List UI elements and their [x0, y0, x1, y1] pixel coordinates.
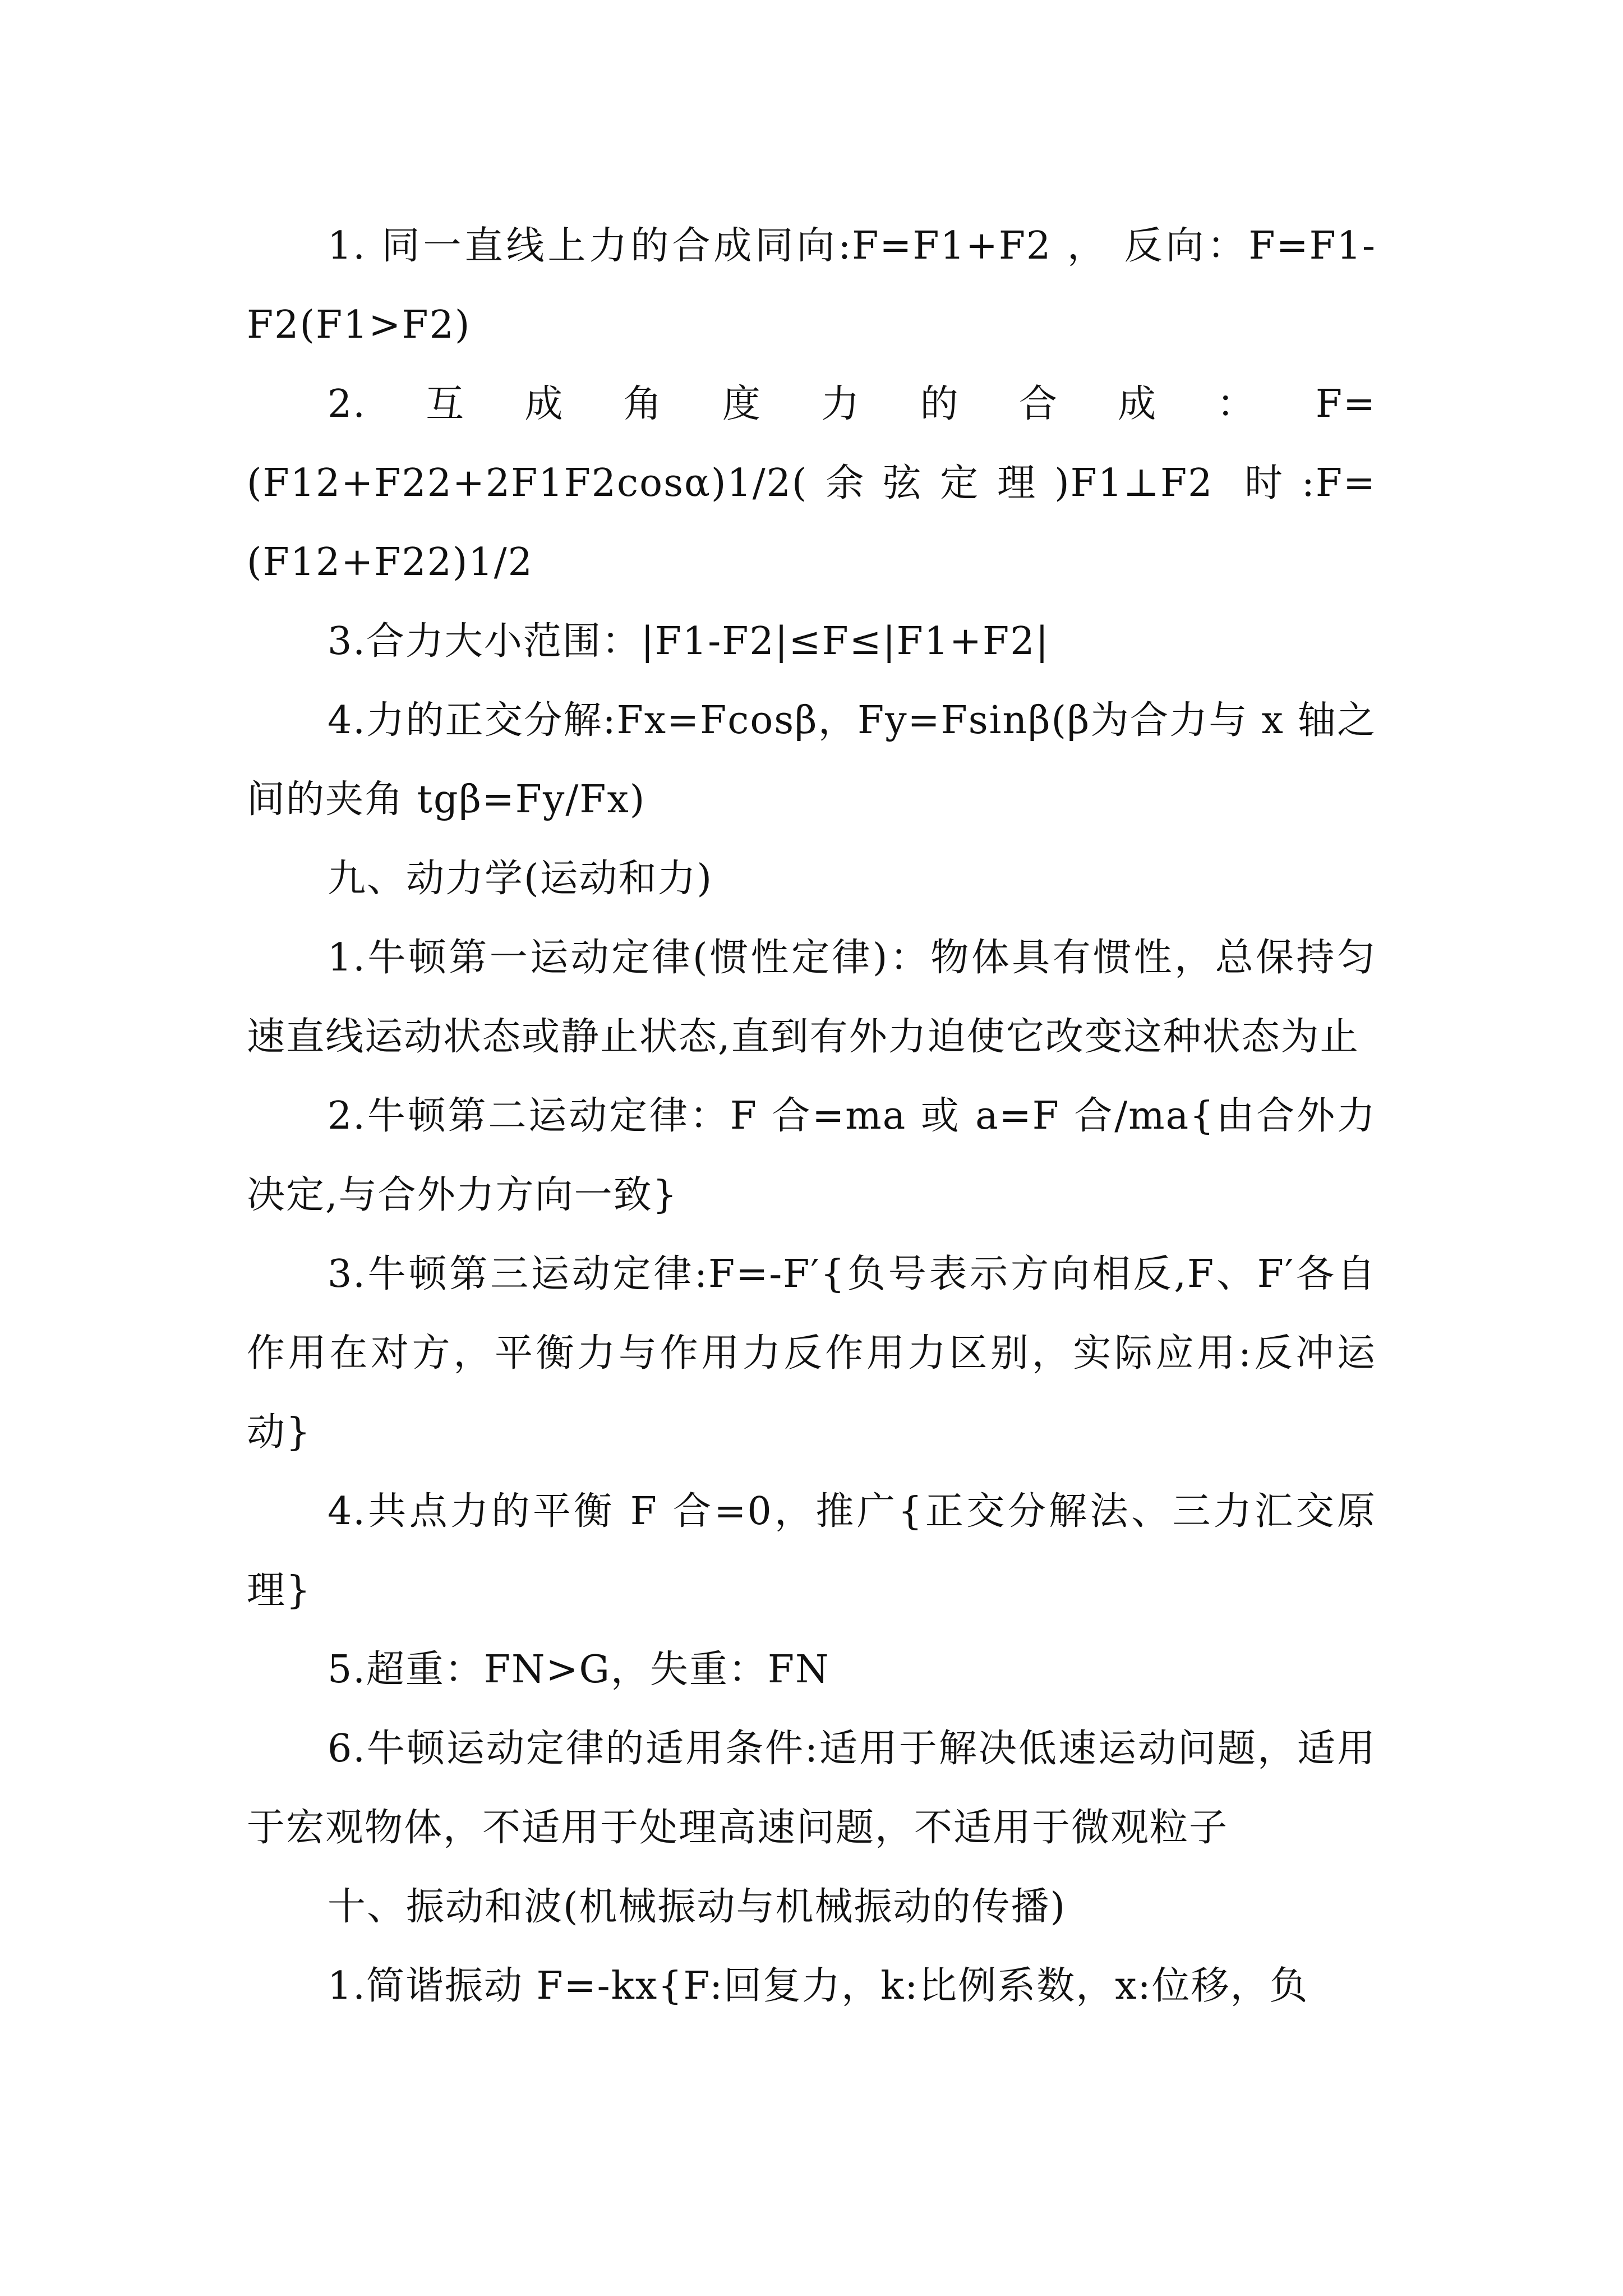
section-heading-dynamics: 九、动力学(运动和力)	[328, 857, 713, 901]
paragraph-force-composition-same-line: 1. 同一直线上力的合成同向:F=F1+F2 ， 反向：F=F1-F2(F1>F2)	[247, 224, 1376, 347]
paragraph-orthogonal-decomposition: 4.力的正交分解:Fx=Fcosβ，Fy=Fsinβ(β为合力与 x 轴之间的夹角 tgβ=Fy/Fx)	[247, 698, 1376, 822]
document-body	[247, 206, 1376, 2026]
paragraph-newton-third-law: 3.牛顿第三运动定律:F=-F′{负号表示方向相反,F、F′各自作用在对方，平衡力与作用力反作用力区别，实际应用:反冲运动}	[247, 1252, 1376, 1455]
paragraph-newton-second-law: 2.牛顿第二运动定律：F 合=ma 或 a=F 合/ma{由合外力决定,与合外力方向一致}	[247, 1094, 1376, 1217]
paragraph-simple-harmonic-motion: 1.简谐振动 F=-kx{F:回复力，k:比例系数，x:位移，负	[328, 1964, 1309, 2008]
section-heading-vibration-waves: 十、振动和波(机械振动与机械振动的传播)	[328, 1885, 1067, 1929]
paragraph-overweight-weightless: 5.超重：FN>G，失重：FN	[328, 1648, 830, 1692]
paragraph-newton-law-conditions: 6.牛顿运动定律的适用条件:适用于解决低速运动问题，适用于宏观物体，不适用于处理高速问题，不适用于微观粒子	[247, 1727, 1376, 1850]
paragraph-newton-first-law: 1.牛顿第一运动定律(惯性定律)：物体具有惯性，总保持匀速直线运动状态或静止状态,直到有外力迫使它改变这种状态为止	[247, 936, 1376, 1059]
paragraph-equilibrium: 4.共点力的平衡 F 合=0，推广{正交分解法、三力汇交原理}	[247, 1489, 1376, 1613]
paragraph-force-composition-angle: 2.互成角度力的合成：F=(F12+F22+2F1F2cosα)1/2(余弦定理)F1⊥F2 时:F=(F12+F22)1/2	[247, 382, 1376, 585]
paragraph-resultant-force-range: 3.合力大小范围：|F1-F2|≤F≤|F1+F2|	[328, 619, 1050, 664]
